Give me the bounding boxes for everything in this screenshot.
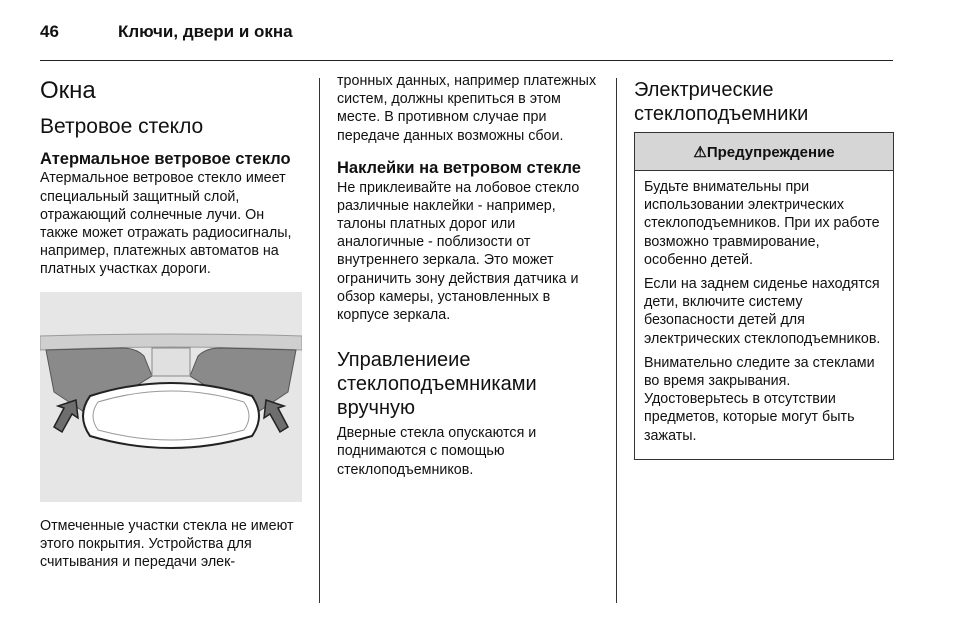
warning-box	[634, 132, 894, 460]
paragraph: Атермальное ветровое стекло имеет специальный защитный слой, отражающий солнечные лучи. Он также может отражать радиосигналы, например, платежных автоматов на платных участках дороги.	[40, 170, 292, 278]
subsection-heading: Наклейки на ветровом стекле	[337, 158, 581, 177]
paragraph: Дверные стекла опускаются и поднимаются с помощью стеклоподъемников.	[337, 425, 537, 478]
warning-header	[635, 133, 893, 171]
column-2	[337, 72, 602, 479]
mirror-illustration-svg	[40, 292, 302, 502]
page-header	[40, 20, 893, 61]
section-heading: Электрические стеклоподъемники	[634, 79, 809, 125]
warning-paragraph: Внимательно следите за стеклами во время закрывания. Удостоверьтесь в отсутствии предметов, которые могут быть зажаты.	[644, 354, 875, 444]
warning-paragraph: Будьте внимательны при использовании электрических стеклоподъемников. При их работе возможно травмирование, особенно детей.	[644, 179, 880, 268]
column-1	[40, 72, 302, 571]
chapter-heading: Окна	[40, 77, 96, 104]
section-title: Ключи, двери и окна	[118, 22, 293, 41]
column-3	[634, 72, 894, 460]
section-heading: Ветровое стекло	[40, 115, 204, 139]
column-divider	[319, 78, 320, 603]
windshield-mirror-illustration	[40, 292, 302, 502]
warning-triangle-icon: ⚠	[693, 144, 707, 161]
paragraph: Отмеченные участки стекла не имеют этого покрытия. Устройства для считывания и передачи элек-	[40, 517, 294, 570]
paragraph: тронных данных, например платежных систем, должны крепиться в этом месте. В противном случае при передаче данных возможны сбои.	[337, 73, 597, 144]
section-heading: Управлениеие стеклоподъемниками вручную	[337, 349, 537, 420]
paragraph: Не приклеивайте на лобовое стекло различные наклейки - например, талоны платных дорог или аналогичные - поблизости от внутреннего зеркала. Это может ограничить зону действия датчика и обзор камеры, установленных в корпусе зеркала.	[337, 179, 580, 324]
warning-paragraph: Если на заднем сиденье находятся дети, включите систему безопасности детей для электрических стеклоподъемников.	[644, 276, 881, 347]
warning-label: Предупреждение	[706, 144, 835, 161]
page-number: 46	[40, 22, 59, 41]
column-divider	[616, 78, 617, 603]
subsection-heading: Атермальное ветровое стекло	[40, 149, 291, 168]
warning-body	[635, 171, 893, 459]
